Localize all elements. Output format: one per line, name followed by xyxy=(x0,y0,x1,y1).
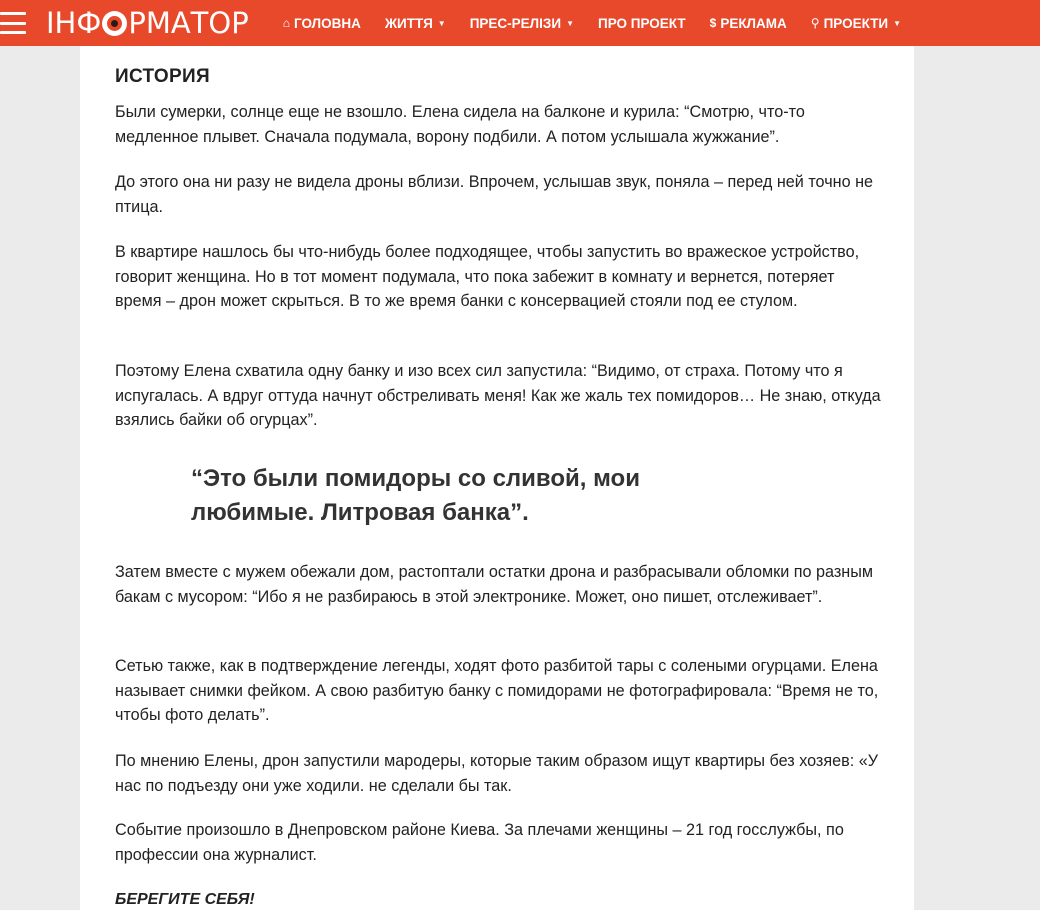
top-navigation-bar xyxy=(0,0,1040,46)
nav-item-home[interactable] xyxy=(271,0,373,46)
paragraph: Событие произошло в Днепровском районе Киева. За плечами женщины – 21 год госслужбы, по профессии она журналист. xyxy=(115,821,844,864)
pull-quote: “Это были помидоры со сливой, мои любимые. Литровая банка”. xyxy=(191,465,640,526)
nav-item-projects[interactable] xyxy=(799,0,913,46)
logo-text-right: РМАТОР xyxy=(128,6,249,40)
nav-item-life[interactable] xyxy=(373,0,458,46)
hamburger-menu-icon[interactable] xyxy=(0,12,26,34)
paragraph: Затем вместе с мужем обежали дом, растоптали остатки дрона и разбрасывали обломки по разным бакам с мусором: “Ибо я не разбираюсь в этой электронике. Может, оно пишет, отслеживает”. xyxy=(115,563,873,606)
paragraph: По мнению Елены, дрон запустили мародеры, которые таким образом ищут квартиры без хозяев: «У нас по подъезду они уже ходили. не сделали бы так. xyxy=(115,752,879,795)
nav-label: ПРО ПРОЕКТ xyxy=(597,15,686,31)
nav-item-about[interactable] xyxy=(586,0,698,46)
paragraph: Поэтому Елена схватила одну банку и изо всех сил запустила: “Видимо, от страха. Потому что я испугалась. А вдруг оттуда начнут обстреливать меня! Как же жаль тех помидоров… Не знаю, откуда взялись байки об огурцах”. xyxy=(115,362,881,429)
section-title: ИСТОРИЯ xyxy=(115,66,210,87)
paragraph: До этого она ни разу не видела дроны вблизи. Впрочем, услышав звук, поняла – перед ней точно не птица. xyxy=(115,173,874,216)
nav-label: РЕКЛАМА xyxy=(720,15,787,31)
eye-icon xyxy=(102,11,127,36)
nav-label: ЖИТТЯ xyxy=(384,15,433,31)
chevron-down-icon: ▼ xyxy=(893,18,902,28)
chevron-down-icon: ▼ xyxy=(566,18,574,28)
site-logo[interactable] xyxy=(46,6,249,40)
chevron-down-icon: ▼ xyxy=(437,18,446,28)
signoff-text: БЕРЕГИТЕ СЕБЯ! xyxy=(115,891,255,908)
nav-item-advertising[interactable] xyxy=(698,0,799,46)
paragraph: Сетью также, как в подтверждение легенды, ходят фото разбитой тары с солеными огурцами. Елена называет снимки фейком. А свою разбитую банку с помидорами не фотографировала: “Время не то, чтобы фото делать”. xyxy=(115,657,879,724)
nav-label: ПРОЕКТИ xyxy=(823,15,889,31)
logo-text-left: ІНФ xyxy=(46,6,102,40)
main-nav xyxy=(271,0,913,46)
home-icon: ⌂ xyxy=(282,16,290,30)
nav-label: ГОЛОВНА xyxy=(293,15,361,31)
nav-label: ПРЕС-РЕЛІЗИ xyxy=(469,15,562,31)
dollar-icon: $ xyxy=(709,16,717,30)
map-pin-icon: ⚲ xyxy=(810,16,820,30)
paragraph: Были сумерки, солнце еще не взошло. Елена сидела на балконе и курила: “Смотрю, что-то медленное плывет. Сначала подумала, ворону подбили. А потом услышала жужжание”. xyxy=(115,103,805,146)
paragraph: В квартире нашлось бы что-нибудь более подходящее, чтобы запустить во вражеское устройство, говорит женщина. Но в тот момент подумала, что пока забежит в комнату и вернется, потеряет время – дрон может скрыться. В то же время банки с консервацией стояли под ее стулом. xyxy=(115,243,860,310)
article-body xyxy=(80,46,914,910)
nav-item-press-releases[interactable] xyxy=(458,0,586,46)
